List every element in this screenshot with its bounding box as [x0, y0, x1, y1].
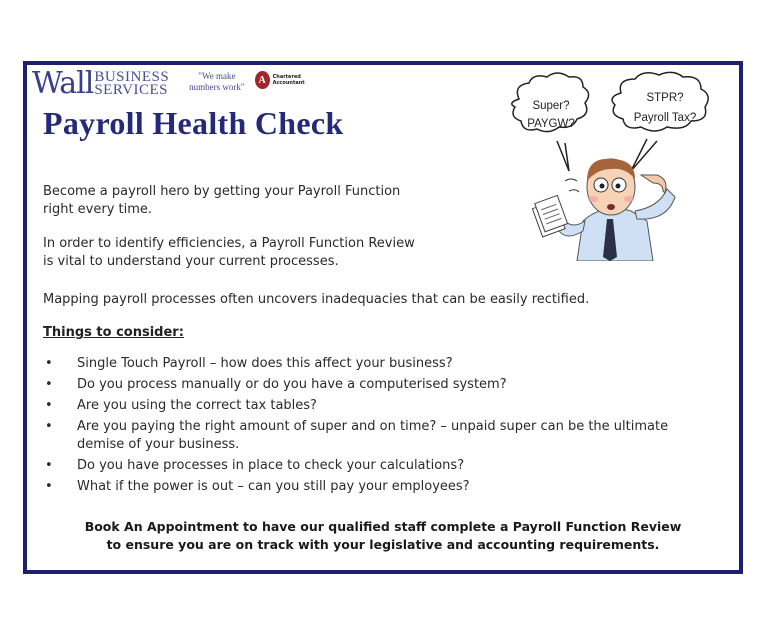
svg-text:PAYGW?: PAYGW? [527, 118, 575, 130]
logo-business-text: BUSINESS [94, 69, 170, 85]
list-item-text: Are you using the correct tax tables? [77, 398, 317, 413]
svg-text:Payroll Tax?: Payroll Tax? [633, 112, 697, 124]
svg-text:STPR?: STPR? [646, 92, 684, 104]
tagline-line-2: numbers work" [189, 82, 245, 92]
flyer-card [23, 61, 743, 574]
bullet-icon: • [45, 479, 53, 494]
svg-text:Super?: Super? [532, 100, 570, 112]
considerations-list [43, 355, 713, 499]
ca-line-1: Chartered [272, 74, 301, 80]
intro-line-1: Become a payroll hero by getting your Payroll Function [43, 184, 401, 199]
cta-line-1: Book An Appointment to have our qualified staff complete a Payroll Function Review [84, 519, 682, 534]
list-item-text: Do you have processes in place to check your calculations? [77, 458, 465, 473]
things-to-consider-heading: Things to consider: [43, 325, 184, 340]
logo-business-services [94, 71, 169, 97]
list-item-text: Single Touch Payroll – how does this affect your business? [77, 356, 453, 371]
list-item [43, 418, 713, 454]
intro-paragraph [43, 183, 400, 219]
review-line-1: In order to identify efficiencies, a Payroll Function Review [43, 236, 415, 251]
ca-text [273, 74, 305, 86]
intro-line-2: right every time. [43, 202, 153, 217]
list-item [43, 478, 713, 496]
page-title: Payroll Health Check [43, 105, 344, 141]
wall-business-services-logo [32, 66, 305, 103]
ca-logo-icon: A [255, 71, 270, 89]
review-line-2: is vital to understand your current processes. [43, 254, 339, 269]
ca-line-2: Accountant [272, 80, 305, 86]
bullet-icon: • [45, 377, 53, 392]
chartered-accountant-badge [255, 71, 305, 89]
list-item-text: Do you process manually or do you have a computerised system? [77, 377, 507, 392]
mapping-paragraph: Mapping payroll processes often uncovers inadequacies that can be easily rectified. [43, 292, 590, 307]
list-item [43, 355, 713, 373]
logo-services-text: SERVICES [94, 82, 168, 98]
bullet-icon: • [45, 419, 53, 434]
bullet-icon: • [45, 356, 53, 371]
list-item-text: Are you paying the right amount of super and on time? – unpaid super can be the ultimate demise of your business. [77, 419, 669, 452]
list-item-text: What if the power is out – can you still pay your employees? [77, 479, 470, 494]
thought-bubble-right [612, 72, 708, 171]
tagline-line-1: "We make [198, 71, 236, 81]
list-item [43, 376, 713, 394]
bullet-icon: • [45, 398, 53, 413]
call-to-action [27, 518, 739, 554]
confused-man-illustration [507, 71, 737, 261]
tagline [189, 71, 244, 93]
cta-line-2: to ensure you are on track with your legislative and accounting requirements. [106, 537, 660, 552]
review-paragraph [43, 235, 415, 271]
thought-bubble-left [512, 73, 589, 171]
logo-wall-text: Wall [32, 66, 94, 101]
list-item [43, 457, 713, 475]
bullet-icon: • [45, 458, 53, 473]
list-item [43, 397, 713, 415]
